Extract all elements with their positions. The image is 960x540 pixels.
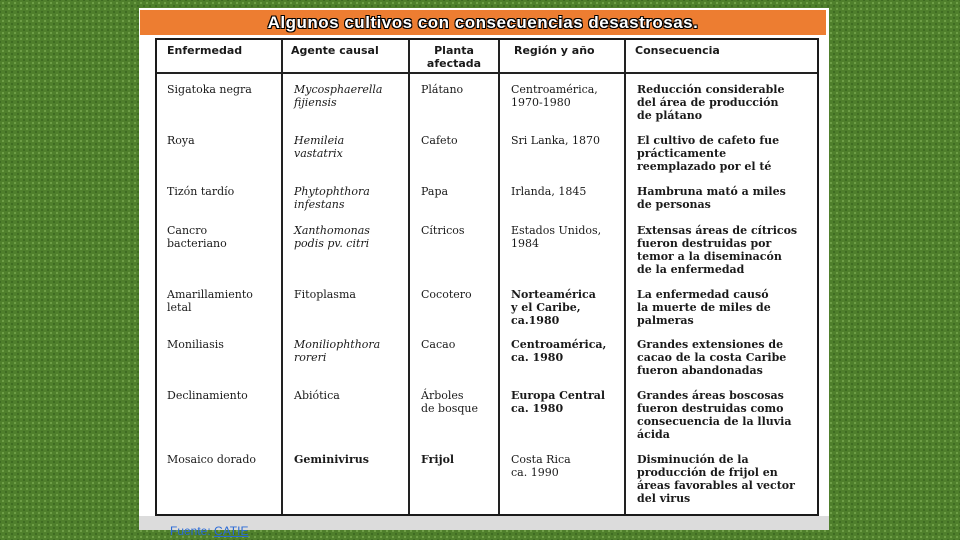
- cell-agente: Xanthomonas podis pv. citri: [294, 224, 370, 250]
- cell-enfermedad: Tizón tardío: [167, 185, 235, 198]
- source-prefix: Fuente:: [170, 524, 215, 538]
- cell-planta: Cocotero: [421, 288, 472, 301]
- cell-enfermedad: Declinamiento: [167, 389, 248, 402]
- cell-agente: Geminivirus: [294, 453, 369, 466]
- crop-disease-table: [155, 38, 819, 516]
- cell-consecuencia: Hambruna mató a miles de personas: [637, 185, 786, 211]
- cell-consecuencia: Reducción considerable del área de producción de plátano: [637, 83, 785, 122]
- cell-enfermedad: Moniliasis: [167, 338, 224, 351]
- header-divider: [157, 72, 817, 74]
- cell-agente: Hemileia vastatrix: [294, 134, 345, 160]
- header-region-ano: Región y año: [514, 44, 595, 57]
- cell-enfermedad: Amarillamiento letal: [167, 288, 253, 314]
- cell-planta: Cacao: [421, 338, 456, 351]
- column-divider: [281, 40, 283, 514]
- cell-agente: Phytophthora infestans: [294, 185, 370, 211]
- cell-agente: Abiótica: [294, 389, 340, 402]
- column-divider: [498, 40, 500, 514]
- cell-enfermedad: Roya: [167, 134, 195, 147]
- cell-region: Centroamérica, ca. 1980: [511, 338, 607, 364]
- cell-consecuencia: Grandes áreas boscosas fueron destruidas como consecuencia de la lluvia ácida: [637, 389, 792, 441]
- header-consecuencia: Consecuencia: [635, 44, 720, 57]
- cell-consecuencia: La enfermedad causó la muerte de miles de palmeras: [637, 288, 771, 327]
- cell-planta: Cafeto: [421, 134, 458, 147]
- cell-consecuencia: El cultivo de cafeto fue prácticamente reemplazado por el té: [637, 134, 780, 173]
- cell-consecuencia: Grandes extensiones de cacao de la costa Caribe fueron abandonadas: [637, 338, 787, 377]
- cell-region: Sri Lanka, 1870: [511, 134, 600, 147]
- cell-agente: Mycosphaerella fijiensis: [294, 83, 383, 109]
- cell-enfermedad: Cancro bacteriano: [167, 224, 227, 250]
- column-divider: [408, 40, 410, 514]
- title-banner: [139, 9, 827, 36]
- cell-consecuencia: Disminución de la producción de frijol en áreas favorables al vector del virus: [637, 453, 795, 505]
- slide-title: Algunos cultivos con consecuencias desastrosas.: [267, 12, 699, 32]
- cell-planta: Árboles de bosque: [421, 389, 478, 415]
- cell-agente: Fitoplasma: [294, 288, 356, 301]
- cell-consecuencia: Extensas áreas de cítricos fueron destruidas por temor a la diseminacón de la enfermedad: [637, 224, 798, 276]
- cell-region: Costa Rica ca. 1990: [511, 453, 571, 479]
- source-credit: [170, 524, 248, 538]
- cell-region: Centroamérica, 1970-1980: [511, 83, 598, 109]
- cell-region: Irlanda, 1845: [511, 185, 587, 198]
- cell-region: Norteamérica y el Caribe, ca.1980: [511, 288, 596, 327]
- header-enfermedad: Enfermedad: [167, 44, 243, 57]
- cell-enfermedad: Sigatoka negra: [167, 83, 252, 96]
- cell-planta: Papa: [421, 185, 449, 198]
- source-link[interactable]: CATIE: [214, 524, 249, 538]
- cell-region: Estados Unidos, 1984: [511, 224, 602, 250]
- cell-enfermedad: Mosaico dorado: [167, 453, 257, 466]
- header-agente-causal: Agente causal: [291, 44, 379, 57]
- cell-agente: Moniliophthora roreri: [294, 338, 381, 364]
- cell-region: Europa Central ca. 1980: [511, 389, 606, 415]
- header-planta-afectada: Planta afectada: [426, 44, 482, 70]
- column-divider: [624, 40, 626, 514]
- cell-planta: Cítricos: [421, 224, 465, 237]
- cell-planta: Frijol: [421, 453, 455, 466]
- cell-planta: Plátano: [421, 83, 464, 96]
